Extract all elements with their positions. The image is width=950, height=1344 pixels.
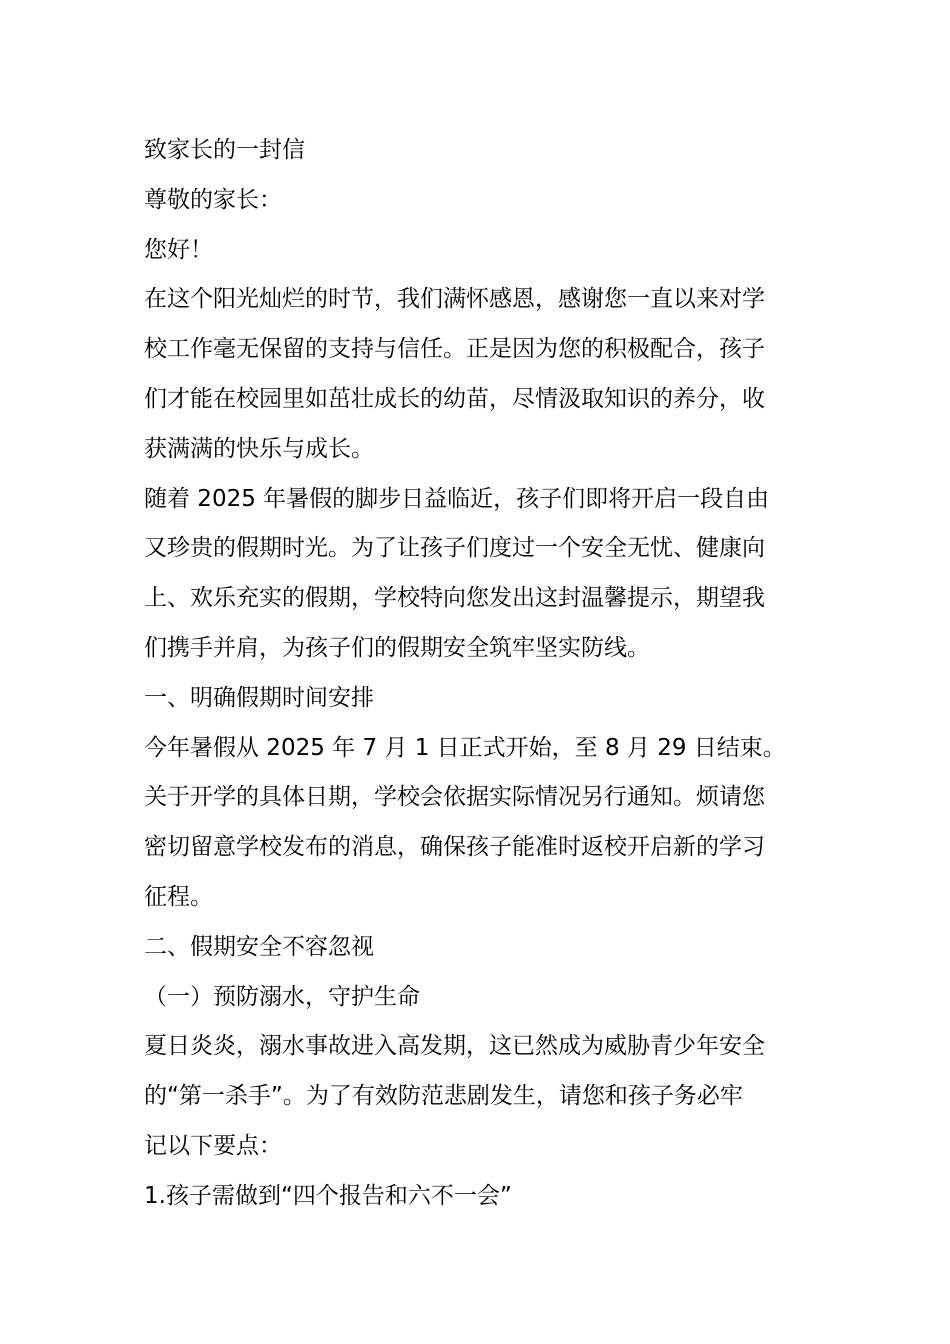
greeting: 您好！ xyxy=(144,236,213,263)
letter-title: 致家长的一封信 xyxy=(144,137,305,163)
paragraph-line: 获满满的快乐与成长。 xyxy=(144,435,374,462)
paragraph-line: 校工作毫无保留的支持与信任。正是因为您的积极配合，孩子 xyxy=(144,336,765,363)
subsection-heading: （一）预防溺水，守护生命 xyxy=(144,983,420,1010)
paragraph-line: 的“第一杀手”。为了有效防范悲剧发生，请您和孩子务必牢 xyxy=(144,1083,743,1110)
paragraph-line: 征程。 xyxy=(144,883,213,910)
paragraph-line: 们才能在校园里如茁壮成长的幼苗，尽情汲取知识的养分，收 xyxy=(144,385,765,412)
paragraph-line: 上、欢乐充实的假期，学校特向您发出这封温馨提示，期望我 xyxy=(144,585,765,612)
paragraph-line: 们携手并肩，为孩子们的假期安全筑牢坚实防线。 xyxy=(144,634,650,661)
paragraph-line: 夏日炎炎，溺水事故进入高发期，这已然成为威胁青少年安全 xyxy=(144,1033,765,1060)
paragraph-line: 关于开学的具体日期，学校会依据实际情况另行通知。烦请您 xyxy=(144,784,765,811)
letter-body xyxy=(144,126,808,1222)
section-heading: 二、假期安全不容忽视 xyxy=(144,933,374,960)
paragraph-line: 随着 2025 年暑假的脚步日益临近，孩子们即将开启一段自由 xyxy=(144,485,770,512)
list-item: 1.孩子需做到“四个报告和六不一会” xyxy=(144,1182,512,1209)
paragraph-line: 今年暑假从 2025 年 7 月 1 日正式开始，至 8 月 29 日结束。 xyxy=(144,734,786,761)
salutation: 尊敬的家长： xyxy=(144,186,282,213)
paragraph-line: 在这个阳光灿烂的时节，我们满怀感恩，感谢您一直以来对学 xyxy=(144,286,765,313)
section-heading: 一、明确假期时间安排 xyxy=(144,684,374,711)
paragraph-line: 又珍贵的假期时光。为了让孩子们度过一个安全无忧、健康向 xyxy=(144,535,765,562)
paragraph-line: 记以下要点： xyxy=(144,1132,282,1159)
paragraph-line: 密切留意学校发布的消息，确保孩子能准时返校开启新的学习 xyxy=(144,834,765,861)
